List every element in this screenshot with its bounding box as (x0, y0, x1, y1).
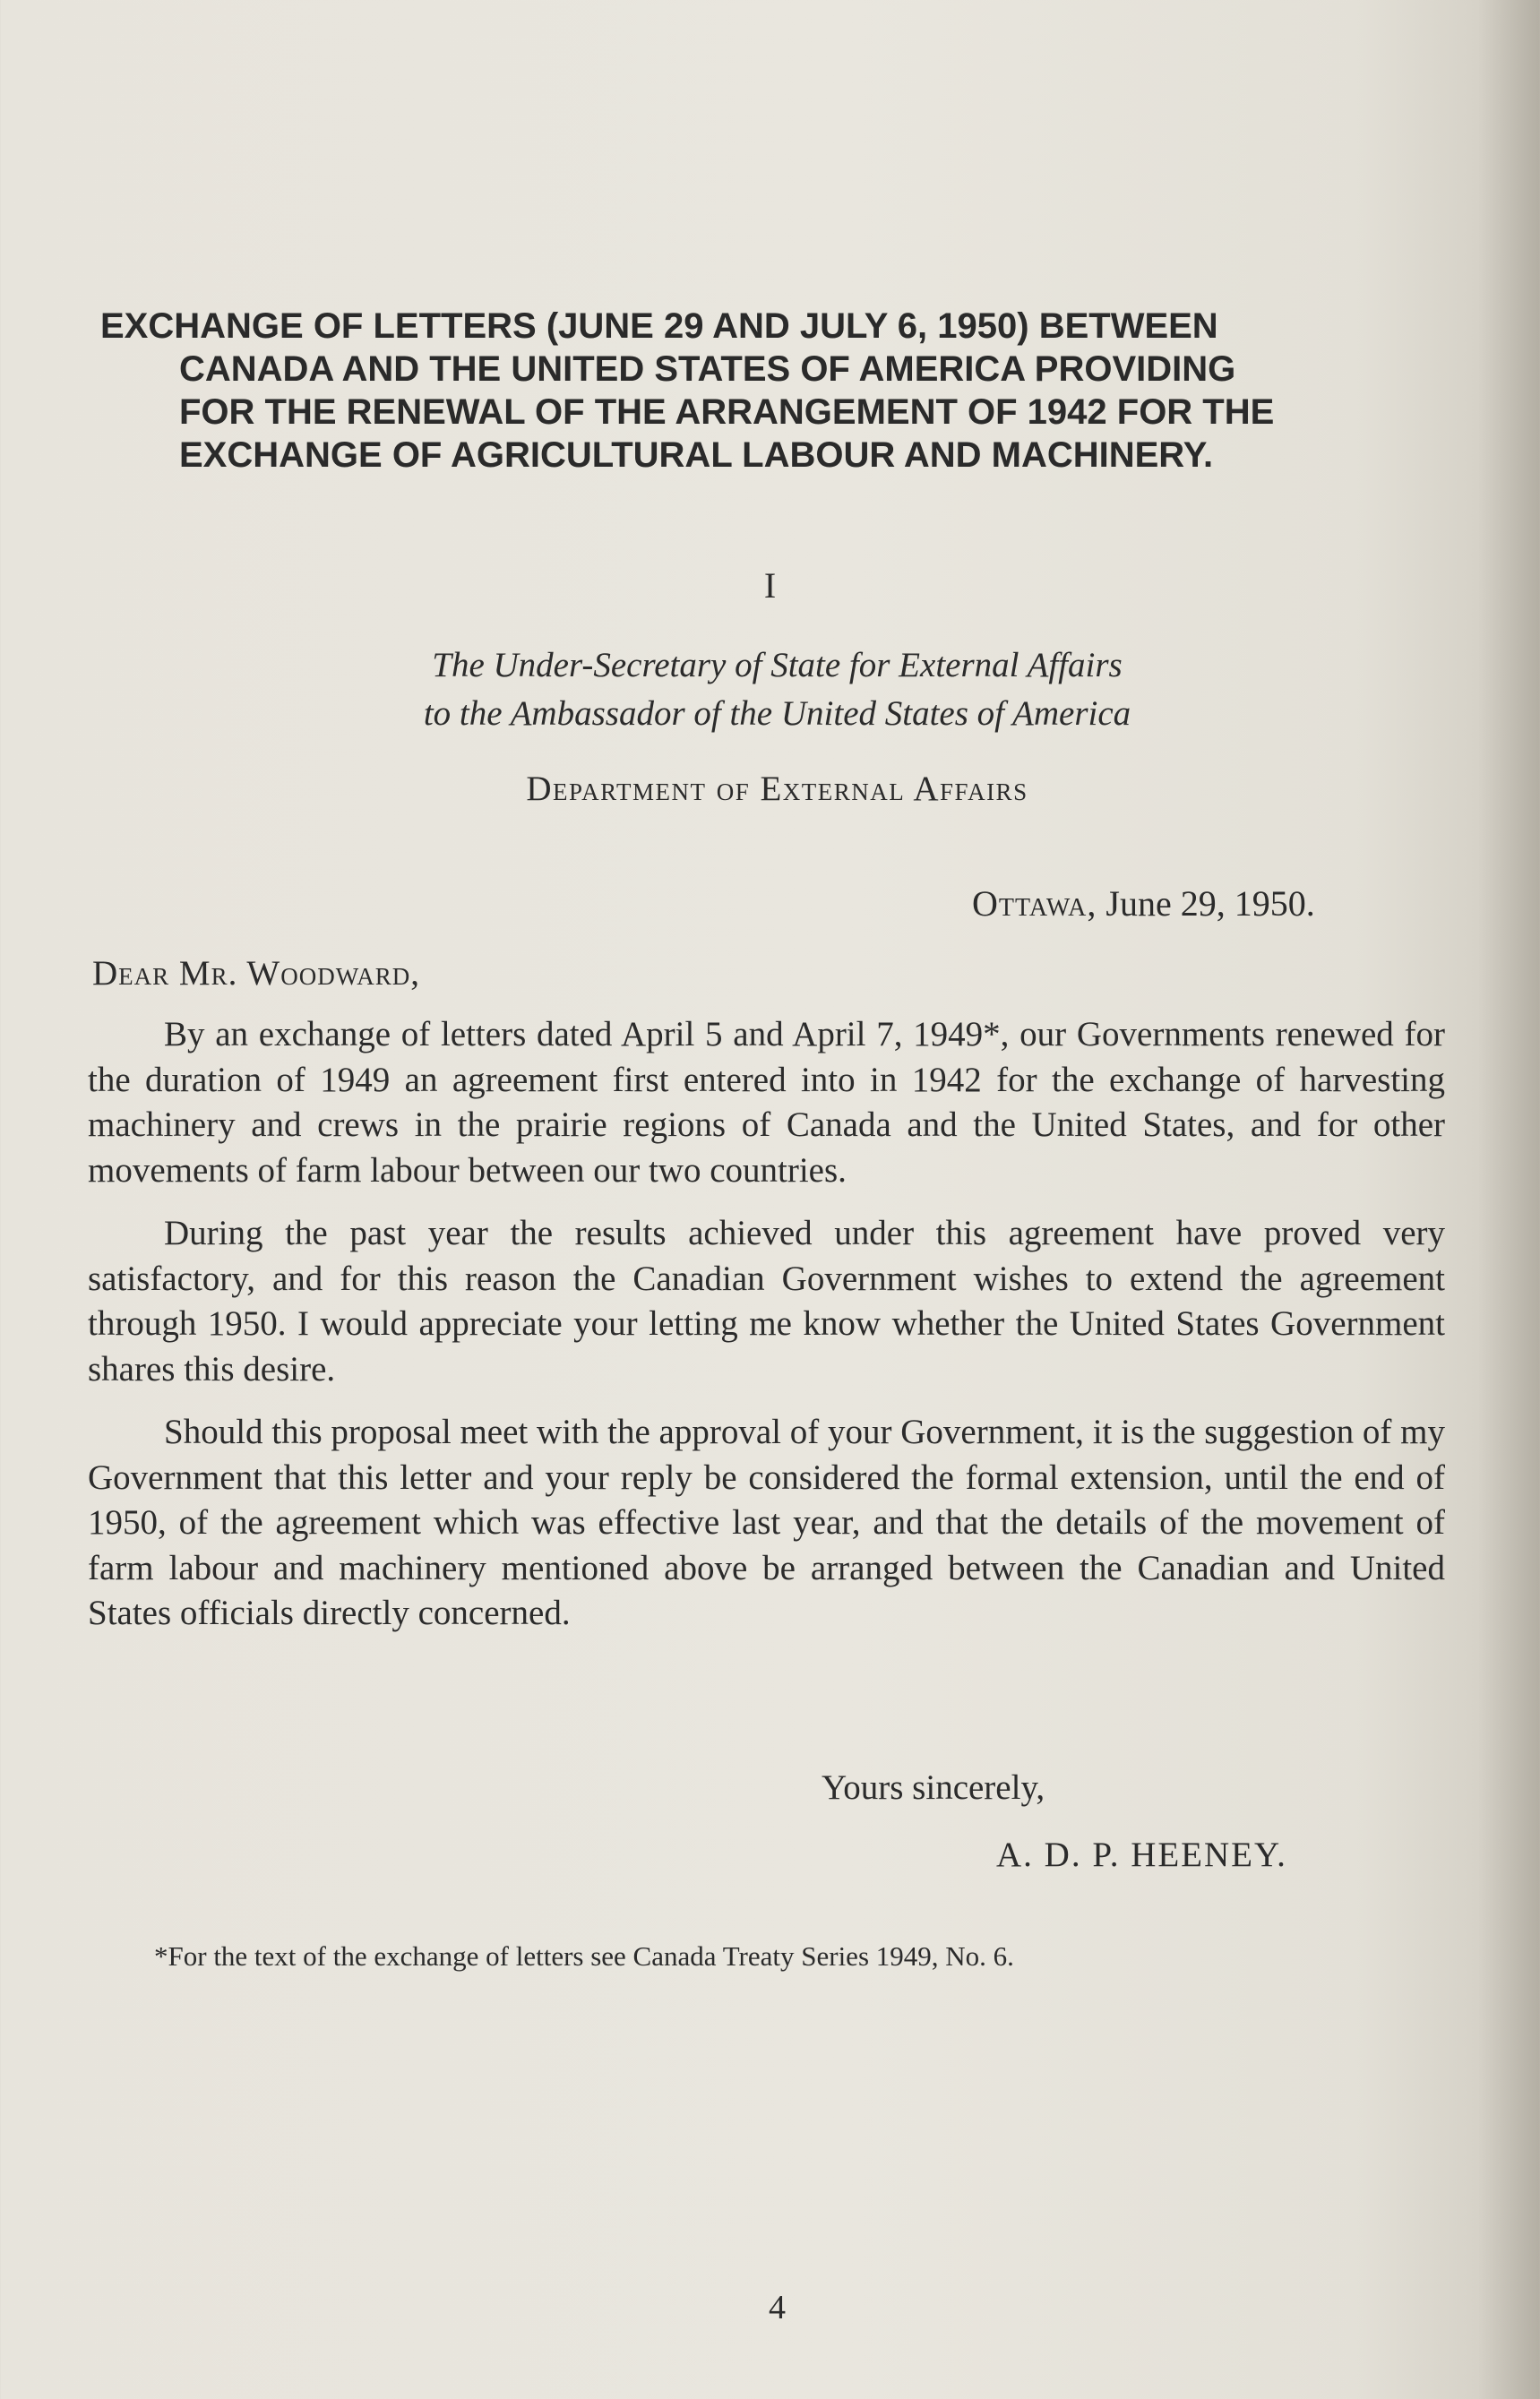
section-numeral: I (763, 565, 777, 606)
dateline-place: Ottawa, (972, 883, 1097, 924)
salutation: Dear Mr. Woodward, (92, 954, 420, 993)
signature: A. D. P. HEENEY. (996, 1836, 1287, 1874)
heading-line: CANADA AND THE UNITED STATES OF AMERICA PROVIDING (179, 349, 1236, 389)
body-paragraph: During the past year the results achieved under this agreement have proved very satisfactory, and for this reason the Canadian Government wishes to extend the agreement through 1950. I would appreciate your letting me know whether the United States Government shares this desire. (88, 1214, 1445, 1389)
letter-body (88, 1012, 1445, 1655)
department-line: Department of External Affairs (526, 770, 1028, 808)
closing: Yours sincerely, (822, 1768, 1045, 1807)
page-edge-shadow (1477, 0, 1540, 2399)
body-paragraph: By an exchange of letters dated April 5 and April 7, 1949*, our Governments renewed for the duration of 1949 an agreement first entered into in 1942 for the exchange of harvesting machinery and crews in the prairie regions of Canada and the United States, and for other movements of farm labour between our two countries. (88, 1015, 1445, 1190)
letter-from-to (0, 641, 1540, 738)
heading-line: EXCHANGE OF AGRICULTURAL LABOUR AND MACHINERY. (179, 435, 1214, 475)
document-heading (100, 305, 1467, 477)
page-number: 4 (769, 2289, 786, 2326)
dateline (972, 882, 1315, 924)
letter-to-line: to the Ambassador of the United States of America (423, 694, 1131, 733)
footnote: *For the text of the exchange of letters see Canada Treaty Series 1949, No. 6. (154, 1940, 1014, 1972)
body-paragraph: Should this proposal meet with the approval of your Government, it is the suggestion of my Government that this letter and your reply be considered the formal extension, until the end of 1950, of the agreement which was effective last year, and that the details of the movement of farm labour and machinery mentioned above be arranged between the Canadian and United States officials directly concerned. (88, 1413, 1445, 1632)
letter-from-line: The Under-Secretary of State for External Affairs (432, 646, 1123, 684)
heading-line: EXCHANGE OF LETTERS (JUNE 29 AND JULY 6, 1950) BETWEEN (100, 306, 1218, 346)
heading-line: FOR THE RENEWAL OF THE ARRANGEMENT OF 1942 FOR THE (179, 392, 1275, 432)
dateline-date: June 29, 1950. (1106, 883, 1315, 924)
